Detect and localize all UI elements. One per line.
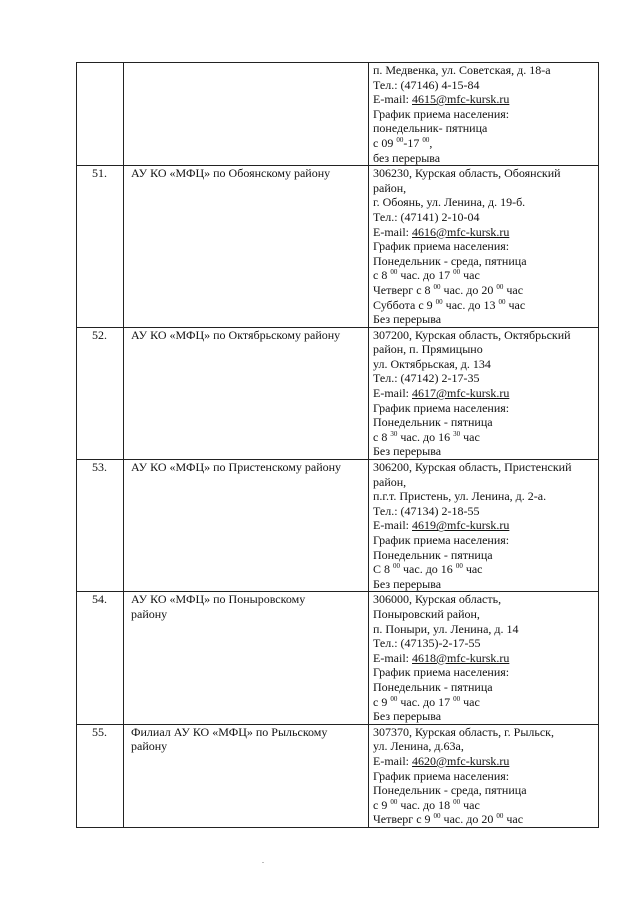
office-name-line: Филиал АУ КО «МФЦ» по Рыльскому (131, 724, 328, 739)
office-name-line: АУ КО «МФЦ» по Обоянскому району (131, 166, 331, 181)
contact-text: Понедельник - среда, пятница (373, 253, 527, 268)
contact-text: Поныровский район, (373, 606, 480, 621)
contact-text: График приема населения: (373, 768, 510, 783)
office-contact-cell (369, 460, 599, 592)
time-superscript: 00 (496, 812, 504, 821)
email-link[interactable]: 4617@mfc-kursk.ru (412, 386, 510, 401)
contact-line (373, 651, 596, 666)
contact-line (373, 136, 596, 151)
contact-line (373, 607, 596, 622)
contact-text: час. до 20 (440, 282, 497, 297)
contact-line (373, 415, 596, 430)
row-number-cell (77, 592, 124, 724)
contact-line (373, 107, 596, 122)
contact-text: район, п. Прямицыно (373, 342, 483, 357)
contact-text: час (460, 429, 480, 444)
contact-text: E-mail: (373, 224, 412, 239)
contact-text: п.г.т. Пристень, ул. Ленина, д. 2-а. (373, 489, 547, 504)
contact-text: с 09 (373, 135, 397, 150)
contact-line (373, 798, 596, 813)
contact-text: График приема населения: (373, 400, 510, 415)
time-superscript: 00 (390, 797, 398, 806)
office-contact-cell (369, 592, 599, 724)
row-number: 54. (92, 592, 107, 607)
contact-text: час (460, 694, 480, 709)
contact-text: График приема населения: (373, 533, 510, 547)
office-name-cell (124, 63, 369, 166)
contact-text: ул. Октябрьская, д. 134 (373, 356, 491, 371)
contact-line (373, 195, 596, 210)
contact-line (373, 121, 596, 136)
contact-line (373, 636, 596, 651)
row-number-cell (77, 460, 124, 592)
time-superscript: 30 (390, 429, 398, 438)
contact-line (373, 475, 596, 490)
contact-text: График приема населения: (373, 665, 510, 680)
contact-text: 307370, Курская область, г. Рыльск, (373, 724, 555, 739)
contact-text: п. Поныри, ул. Ленина, д. 14 (373, 621, 519, 636)
time-superscript: 00 (453, 268, 461, 277)
contact-text: График приема населения: (373, 239, 510, 254)
office-name-cell (124, 460, 369, 592)
email-link[interactable]: 4618@mfc-kursk.ru (412, 650, 510, 665)
contact-line (373, 386, 596, 401)
office-name-cell (124, 166, 369, 328)
contact-line (373, 268, 596, 283)
office-name-line: району (131, 606, 168, 621)
time-superscript: 00 (496, 282, 504, 291)
contact-text: час. до 13 (442, 297, 499, 312)
table-body (77, 63, 599, 828)
contact-line (373, 754, 596, 769)
row-number-cell (77, 63, 124, 166)
table-row (77, 592, 599, 724)
office-name-line: АУ КО «МФЦ» по Поныровскому (131, 592, 306, 607)
contact-text: E-mail: (373, 753, 412, 768)
office-name-line: району (131, 739, 168, 754)
row-number: 52. (92, 327, 107, 342)
contact-line (373, 342, 596, 357)
row-number-cell (77, 166, 124, 328)
contact-line (373, 518, 596, 533)
contact-text: 306230, Курская область, Обоянский (373, 166, 561, 181)
time-superscript: 00 (435, 297, 443, 306)
contact-text: Понедельник - среда, пятница (373, 783, 527, 798)
contact-text: Без перерыва (373, 709, 442, 724)
contact-line (373, 504, 596, 519)
contact-text: 307200, Курская область, Октябрьский (373, 327, 571, 342)
email-link[interactable]: 4615@mfc-kursk.ru (412, 92, 510, 107)
contact-line (373, 239, 596, 254)
contact-text: График приема населения: (373, 106, 510, 121)
contact-text: Понедельник - пятница (373, 679, 493, 694)
contact-text: Тел.: (47142) 2-17-35 (373, 371, 480, 386)
time-superscript: 00 (390, 268, 398, 277)
table-row (77, 166, 599, 328)
contact-line (373, 166, 596, 181)
contact-line (373, 622, 596, 637)
contact-line (373, 548, 596, 563)
contact-line (373, 210, 596, 225)
table-row (77, 63, 599, 166)
time-superscript: 00 (453, 797, 461, 806)
contact-text: , (429, 135, 433, 150)
row-number-cell (77, 327, 124, 459)
contact-text: 306000, Курская область, (373, 592, 502, 607)
office-name-cell (124, 327, 369, 459)
contact-text: ул. Ленина, д.63а, (373, 739, 464, 754)
contact-text: С 8 (373, 562, 394, 577)
contact-text: Без перерыва (373, 444, 442, 459)
contact-line (373, 151, 596, 166)
contact-text: с 9 (373, 797, 391, 812)
time-superscript: 00 (422, 135, 430, 144)
mfc-offices-table (76, 62, 599, 828)
contact-text: Тел.: (47146) 4-15-84 (373, 77, 480, 92)
contact-line (373, 665, 596, 680)
contact-line (373, 328, 596, 343)
contact-line (373, 298, 596, 313)
contact-text: E-mail: (373, 518, 412, 533)
table-row (77, 460, 599, 592)
contact-text: без перерыва (373, 150, 441, 165)
time-superscript: 00 (455, 562, 463, 571)
contact-line (373, 312, 596, 327)
time-superscript: 00 (498, 297, 506, 306)
contact-text: час. до 18 (397, 797, 454, 812)
time-superscript: 00 (393, 562, 401, 571)
time-superscript: 30 (453, 429, 461, 438)
row-number-cell (77, 724, 124, 827)
contact-line (373, 254, 596, 269)
contact-text: Тел.: (47135)-2-17-55 (373, 636, 481, 651)
contact-text: -17 (403, 135, 423, 150)
contact-text: Без перерыва (373, 312, 442, 327)
contact-text: час (503, 282, 524, 297)
contact-text: E-mail: (373, 92, 412, 107)
table-row (77, 327, 599, 459)
contact-text: час (462, 562, 483, 577)
contact-line (373, 489, 596, 504)
office-name-line: АУ КО «МФЦ» по Октябрьскому району (131, 327, 341, 342)
contact-line (373, 225, 596, 240)
contact-text: понедельник- пятница (373, 121, 488, 136)
contact-line (373, 430, 596, 445)
table-row (77, 724, 599, 827)
contact-text: Тел.: (47141) 2-10-04 (373, 209, 480, 224)
contact-line (373, 577, 596, 592)
office-name-cell (124, 724, 369, 827)
contact-line (373, 725, 596, 740)
contact-line (373, 92, 596, 107)
contact-line (373, 739, 596, 754)
row-number: 55. (92, 724, 107, 739)
contact-line (373, 460, 596, 475)
time-superscript: 00 (396, 135, 404, 144)
contact-line (373, 283, 596, 298)
contact-line (373, 401, 596, 416)
contact-text: Четверг с 8 (373, 282, 434, 297)
contact-text: час. до 16 (397, 429, 454, 444)
contact-line (373, 680, 596, 695)
contact-line (373, 444, 596, 459)
contact-text: Четверг с 9 (373, 812, 434, 827)
contact-text: Суббота с 9 (373, 297, 436, 312)
contact-line (373, 695, 596, 710)
contact-text: час. до 16 (400, 562, 456, 577)
contact-line (373, 371, 596, 386)
contact-line (373, 357, 596, 372)
time-superscript: 00 (453, 694, 461, 703)
time-superscript: 00 (390, 694, 398, 703)
contact-line (373, 533, 596, 548)
contact-line (373, 181, 596, 196)
contact-line (373, 78, 596, 93)
office-name-line: АУ КО «МФЦ» по Пристенскому району (131, 460, 342, 475)
contact-line (373, 812, 596, 827)
email-link[interactable]: 4616@mfc-kursk.ru (412, 224, 510, 239)
contact-text: час. до 20 (440, 812, 497, 827)
contact-text: Понедельник - пятница (373, 415, 493, 430)
email-link[interactable]: 4620@mfc-kursk.ru (412, 753, 510, 768)
contact-text: с 8 (373, 429, 391, 444)
contact-text: E-mail: (373, 386, 412, 401)
office-contact-cell (369, 724, 599, 827)
contact-line (373, 63, 596, 78)
time-superscript: 00 (433, 282, 441, 291)
contact-text: 306200, Курская область, Пристенский (373, 460, 572, 475)
contact-line (373, 769, 596, 784)
contact-text: с 9 (373, 694, 391, 709)
contact-text: п. Медвенка, ул. Советская, д. 18-а (373, 63, 551, 77)
contact-text: район, (373, 180, 407, 195)
row-number: 51. (92, 166, 107, 181)
contact-line (373, 592, 596, 607)
contact-line (373, 783, 596, 798)
contact-text: г. Обоянь, ул. Ленина, д. 19-б. (373, 195, 526, 210)
office-contact-cell (369, 166, 599, 328)
contact-text: час (460, 797, 480, 812)
contact-text: час (505, 297, 526, 312)
office-name-cell (124, 592, 369, 724)
contact-text: Понедельник - пятница (373, 547, 493, 562)
contact-text: с 8 (373, 268, 391, 283)
scan-mark (262, 862, 264, 863)
contact-text: Тел.: (47134) 2-18-55 (373, 503, 480, 518)
contact-line (373, 709, 596, 724)
office-contact-cell (369, 327, 599, 459)
contact-text: час (503, 812, 524, 827)
contact-line (373, 562, 596, 577)
contact-text: час. до 17 (397, 694, 454, 709)
contact-text: E-mail: (373, 650, 412, 665)
contact-text: район, (373, 474, 407, 489)
office-contact-cell (369, 63, 599, 166)
contact-text: час (460, 268, 480, 283)
contact-text: Без перерыва (373, 576, 442, 591)
time-superscript: 00 (433, 812, 441, 821)
row-number: 53. (92, 460, 107, 475)
email-link[interactable]: 4619@mfc-kursk.ru (412, 518, 510, 533)
contact-text: час. до 17 (397, 268, 454, 283)
